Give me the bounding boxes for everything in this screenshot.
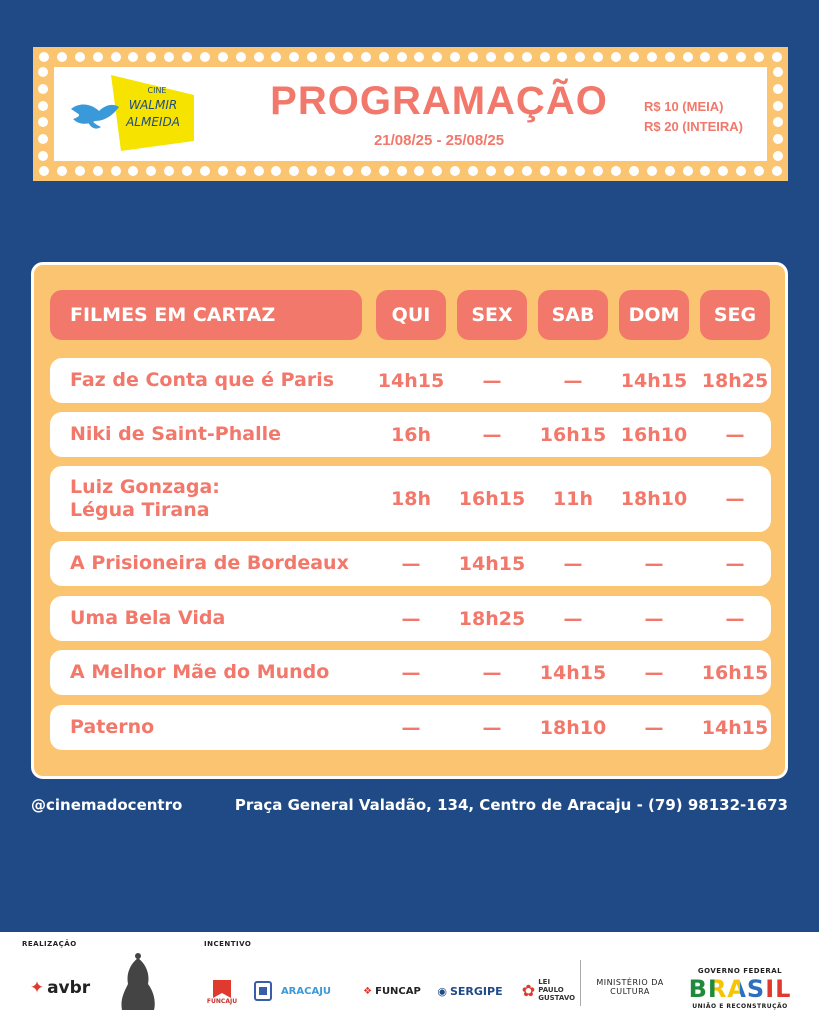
showtime-qui: 16h bbox=[391, 423, 431, 446]
marquee-bulb bbox=[683, 52, 693, 62]
marquee-bulb bbox=[450, 52, 460, 62]
marquee-bulb bbox=[718, 166, 728, 176]
marquee-bulb bbox=[754, 52, 764, 62]
marquee-bulb bbox=[773, 134, 783, 144]
marquee-bulb bbox=[128, 166, 138, 176]
marquee-bulb bbox=[575, 166, 585, 176]
marquee-bulb bbox=[361, 52, 371, 62]
marquee-bulb bbox=[736, 52, 746, 62]
marquee-bulb bbox=[38, 84, 48, 94]
marquee-bulb bbox=[254, 166, 264, 176]
showtime-sex: 14h15 bbox=[458, 552, 526, 575]
showtime-dom: — bbox=[644, 716, 664, 739]
aracaju-crest-icon bbox=[253, 980, 273, 1002]
marquee-bulb bbox=[665, 52, 675, 62]
showtime-sab: — bbox=[563, 552, 583, 575]
price-full: R$ 20 (INTEIRA) bbox=[644, 119, 743, 134]
bird-icon bbox=[71, 105, 119, 129]
marquee-bulb bbox=[111, 166, 121, 176]
marquee-bulb bbox=[38, 67, 48, 77]
marquee-bulb bbox=[773, 101, 783, 111]
incentivo-label: INCENTIVO bbox=[204, 940, 252, 948]
day-header-seg: SEG bbox=[700, 290, 770, 340]
showtime-seg: 14h15 bbox=[701, 716, 769, 739]
marquee-bulb bbox=[468, 52, 478, 62]
showtime-seg: — bbox=[725, 552, 745, 575]
day-header-qui: QUI bbox=[376, 290, 446, 340]
svg-text:CINE: CINE bbox=[147, 86, 167, 95]
price-half: R$ 10 (MEIA) bbox=[644, 99, 724, 114]
schedule-panel bbox=[31, 262, 788, 779]
header-marquee bbox=[33, 47, 788, 181]
film-title: A Melhor Mãe do Mundo bbox=[70, 661, 330, 683]
marquee-bulbs-top bbox=[39, 52, 782, 62]
marquee-bulb bbox=[593, 166, 603, 176]
film-title: Niki de Saint-Phalle bbox=[70, 423, 281, 445]
marquee-bulb bbox=[773, 67, 783, 77]
lei-emblem-icon: ✿ bbox=[521, 980, 536, 1000]
schedule-row bbox=[50, 358, 771, 403]
marquee-bulb bbox=[343, 166, 353, 176]
marquee-bulb bbox=[182, 52, 192, 62]
svg-text:ALMEIDA: ALMEIDA bbox=[126, 115, 180, 129]
marquee-bulbs-bottom bbox=[39, 166, 782, 176]
marquee-bulb bbox=[379, 166, 389, 176]
marquee-bulb bbox=[486, 52, 496, 62]
marquee-bulb bbox=[557, 52, 567, 62]
film-title-line1: Luiz Gonzaga: bbox=[70, 476, 220, 498]
marquee-bulb bbox=[647, 52, 657, 62]
marquee-bulb bbox=[93, 52, 103, 62]
sponsors-strip bbox=[0, 932, 819, 1024]
showtime-sex: 16h15 bbox=[458, 488, 526, 510]
marquee-bulb bbox=[522, 52, 532, 62]
showtime-qui: 14h15 bbox=[377, 369, 445, 392]
showtime-qui: — bbox=[401, 661, 421, 684]
marquee-bulb bbox=[325, 52, 335, 62]
funcap-emblem-icon: ❖ bbox=[363, 985, 373, 997]
schedule-row bbox=[50, 705, 771, 750]
marquee-bulb bbox=[38, 101, 48, 111]
showtime-dom: 16h10 bbox=[620, 423, 688, 446]
marquee-bulb bbox=[773, 151, 783, 161]
showtime-qui: — bbox=[401, 607, 421, 630]
marquee-bulb bbox=[200, 166, 210, 176]
marquee-bulb bbox=[39, 52, 49, 62]
funcaju-flag-icon bbox=[213, 980, 231, 998]
marquee-bulb bbox=[307, 166, 317, 176]
marquee-bulb bbox=[218, 52, 228, 62]
film-title-line2: Légua Tirana bbox=[70, 499, 210, 521]
showtime-sab: 14h15 bbox=[539, 661, 607, 684]
marquee-bulb bbox=[540, 166, 550, 176]
showtime-sab: 11h bbox=[553, 488, 593, 510]
showtime-qui: 18h bbox=[391, 488, 431, 510]
marquee-bulb bbox=[164, 166, 174, 176]
marquee-bulb bbox=[75, 52, 85, 62]
community-seal-logo bbox=[116, 952, 160, 1014]
marquee-bulb bbox=[593, 52, 603, 62]
marquee-bulb bbox=[38, 151, 48, 161]
marquee-bulb bbox=[772, 52, 782, 62]
governo-federal-logo: GOVERNO FEDERAL BRASIL UNIÃO E RECONSTRUÇÃO bbox=[688, 966, 792, 1010]
showtime-sab: 16h15 bbox=[539, 423, 607, 446]
marquee-bulb bbox=[700, 166, 710, 176]
film-title: Paterno bbox=[70, 716, 155, 738]
marquee-bulb bbox=[557, 166, 567, 176]
funcaju-logo: FUNCAJU bbox=[204, 974, 240, 1010]
marquee-bulb bbox=[629, 52, 639, 62]
funcap-logo: ❖ FUNCAP bbox=[363, 985, 421, 997]
showtime-seg: — bbox=[725, 488, 745, 510]
showtime-dom: — bbox=[644, 607, 664, 630]
marquee-bulbs-right bbox=[773, 67, 783, 161]
sponsor-divider bbox=[580, 960, 581, 1006]
showtime-seg: 18h25 bbox=[701, 369, 769, 392]
page-title: PROGRAMAÇÃO bbox=[270, 79, 608, 123]
marquee-bulb bbox=[397, 166, 407, 176]
marquee-bulb bbox=[182, 166, 192, 176]
day-header-sab: SAB bbox=[538, 290, 608, 340]
marquee-bulb bbox=[486, 166, 496, 176]
sergipe-emblem-icon: ◉ bbox=[437, 984, 447, 998]
ticket-prices bbox=[644, 97, 743, 137]
day-header-sex: SEX bbox=[457, 290, 527, 340]
marquee-bulb bbox=[200, 52, 210, 62]
marquee-bulb bbox=[504, 166, 514, 176]
aracaju-logo: ARACAJU bbox=[280, 985, 332, 997]
lei-paulo-gustavo-logo: ✿ LEI PAULO GUSTAVO bbox=[521, 978, 576, 1002]
marquee-bulb bbox=[93, 166, 103, 176]
schedule-row bbox=[50, 466, 771, 532]
avbr-logo: ✦ avbr bbox=[29, 978, 91, 998]
marquee-bulb bbox=[128, 52, 138, 62]
marquee-bulb bbox=[254, 52, 264, 62]
showtime-dom: 14h15 bbox=[620, 369, 688, 392]
marquee-bulb bbox=[39, 166, 49, 176]
marquee-bulb bbox=[754, 166, 764, 176]
showtime-sex: — bbox=[482, 661, 502, 684]
marquee-bulb bbox=[522, 166, 532, 176]
marquee-bulb bbox=[289, 52, 299, 62]
marquee-bulb bbox=[665, 166, 675, 176]
film-title: A Prisioneira de Bordeaux bbox=[70, 552, 349, 574]
showtime-seg: 16h15 bbox=[701, 661, 769, 684]
schedule-row bbox=[50, 596, 771, 641]
cinema-address: Praça General Valadão, 134, Centro de Aracaju - (79) 98132-1673 bbox=[234, 796, 788, 814]
showtime-sab: — bbox=[563, 607, 583, 630]
marquee-bulb bbox=[75, 166, 85, 176]
films-header: FILMES EM CARTAZ bbox=[50, 290, 362, 340]
marquee-bulb bbox=[540, 52, 550, 62]
marquee-bulbs-left bbox=[38, 67, 48, 161]
marquee-bulb bbox=[57, 166, 67, 176]
showtime-seg: — bbox=[725, 423, 745, 446]
marquee-bulb bbox=[289, 166, 299, 176]
person-icon: ✦ bbox=[29, 978, 45, 998]
marquee-bulb bbox=[575, 52, 585, 62]
realizacao-label: REALIZAÇÃO bbox=[22, 940, 77, 948]
marquee-bulb bbox=[629, 166, 639, 176]
marquee-bulb bbox=[343, 52, 353, 62]
marquee-bulb bbox=[325, 166, 335, 176]
marquee-bulb bbox=[111, 52, 121, 62]
marquee-bulb bbox=[38, 117, 48, 127]
marquee-bulb bbox=[450, 166, 460, 176]
showtime-sex: — bbox=[482, 716, 502, 739]
marquee-bulb bbox=[146, 166, 156, 176]
marquee-bulb bbox=[773, 117, 783, 127]
marquee-bulb bbox=[773, 84, 783, 94]
marquee-bulb bbox=[164, 52, 174, 62]
film-title: Faz de Conta que é Paris bbox=[70, 369, 335, 391]
marquee-bulb bbox=[683, 166, 693, 176]
marquee-bulb bbox=[307, 52, 317, 62]
showtime-sab: — bbox=[563, 369, 583, 392]
marquee-bulb bbox=[57, 52, 67, 62]
showtime-qui: — bbox=[401, 552, 421, 575]
marquee-bulb bbox=[772, 166, 782, 176]
marquee-bulb bbox=[271, 166, 281, 176]
showtime-qui: — bbox=[401, 716, 421, 739]
marquee-bulb bbox=[379, 52, 389, 62]
sergipe-logo: ◉ SERGIPE bbox=[437, 984, 503, 998]
marquee-bulb bbox=[647, 166, 657, 176]
showtime-dom: — bbox=[644, 661, 664, 684]
marquee-bulb bbox=[236, 52, 246, 62]
marquee-bulb bbox=[736, 166, 746, 176]
instagram-handle: @cinemadocentro bbox=[31, 796, 183, 814]
marquee-bulb bbox=[236, 166, 246, 176]
marquee-bulb bbox=[414, 52, 424, 62]
svg-text:WALMIR: WALMIR bbox=[128, 98, 178, 112]
schedule-row bbox=[50, 650, 771, 695]
marquee-bulb bbox=[146, 52, 156, 62]
ministerio-cultura-logo: MINISTÉRIO DA CULTURA bbox=[596, 978, 664, 996]
marquee-bulb bbox=[271, 52, 281, 62]
marquee-bulb bbox=[611, 166, 621, 176]
marquee-bulb bbox=[414, 166, 424, 176]
schedule-row bbox=[50, 541, 771, 586]
day-header-dom: DOM bbox=[619, 290, 689, 340]
date-range: 21/08/25 - 25/08/25 bbox=[373, 132, 505, 149]
showtime-dom: — bbox=[644, 552, 664, 575]
marquee-panel bbox=[54, 67, 767, 161]
marquee-bulb bbox=[504, 52, 514, 62]
marquee-bulb bbox=[611, 52, 621, 62]
showtime-sex: — bbox=[482, 423, 502, 446]
marquee-bulb bbox=[718, 52, 728, 62]
marquee-bulb bbox=[468, 166, 478, 176]
film-title: Uma Bela Vida bbox=[70, 607, 226, 629]
marquee-bulb bbox=[432, 166, 442, 176]
film-title bbox=[70, 466, 220, 532]
marquee-bulb bbox=[432, 52, 442, 62]
showtime-sab: 18h10 bbox=[539, 716, 607, 739]
marquee-bulb bbox=[38, 134, 48, 144]
marquee-bulb bbox=[700, 52, 710, 62]
schedule-row bbox=[50, 412, 771, 457]
showtime-sex: 18h25 bbox=[458, 607, 526, 630]
cine-walmir-almeida-logo bbox=[69, 75, 199, 151]
showtime-seg: — bbox=[725, 607, 745, 630]
marquee-bulb bbox=[397, 52, 407, 62]
showtime-dom: 18h10 bbox=[620, 488, 688, 510]
marquee-bulb bbox=[361, 166, 371, 176]
marquee-bulb bbox=[218, 166, 228, 176]
showtime-sex: — bbox=[482, 369, 502, 392]
